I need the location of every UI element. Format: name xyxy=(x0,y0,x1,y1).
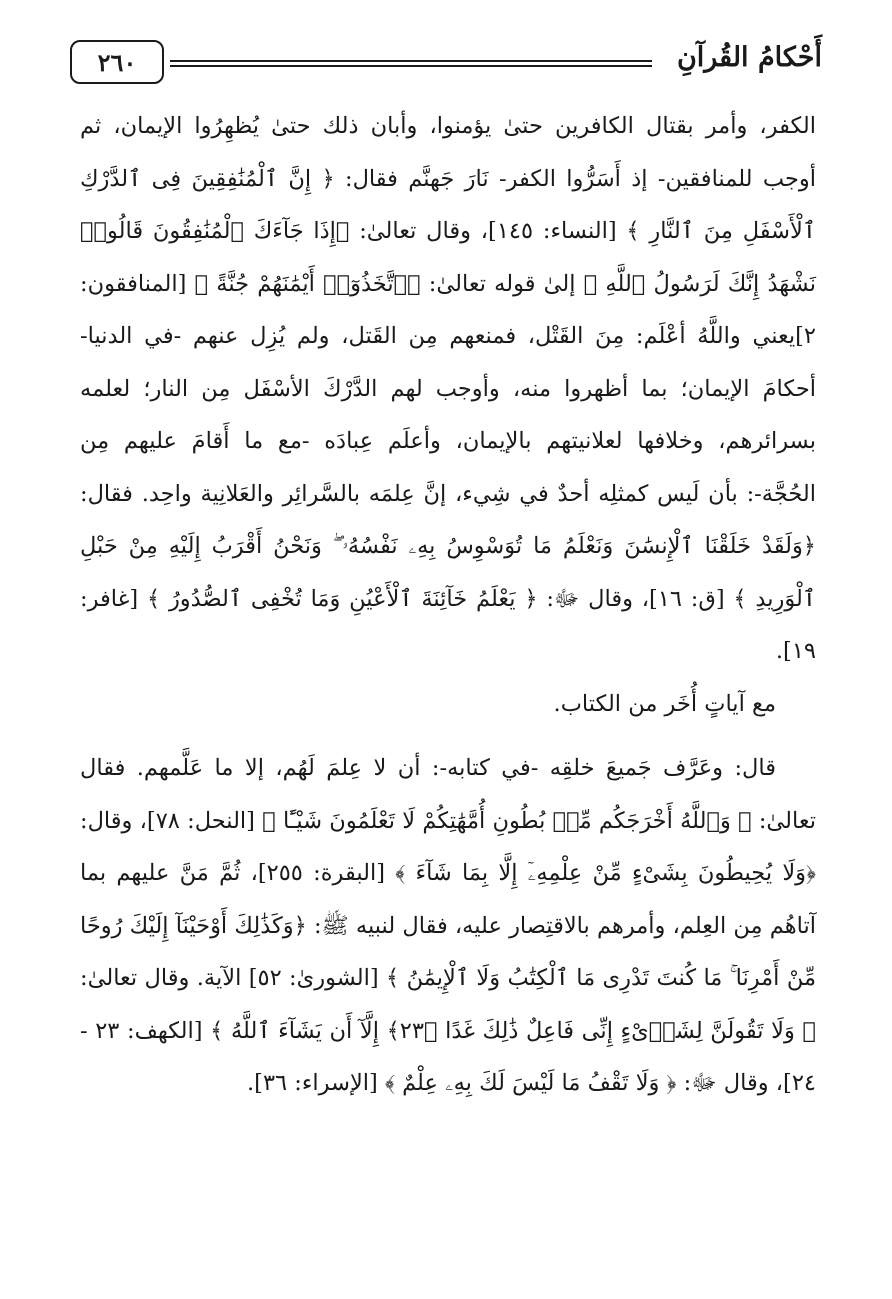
page-number-box xyxy=(70,40,164,84)
paragraph: مع آياتٍ أُخَر من الكتاب. xyxy=(553,690,776,717)
header-rule xyxy=(170,60,652,67)
page-number: ٢٦٠ xyxy=(97,47,137,77)
book-title: أَحْكامُ القُرآنِ xyxy=(676,42,822,73)
page-header xyxy=(70,38,822,90)
page-body xyxy=(80,100,816,1110)
paragraph: قال: وعَرَّف جَميعَ خلقِه -في كتابه-: أن لا عِلمَ لَهُم، إلا ما عَلَّمهم. فقال تعالىٰ: ﴿ وَٱللَّهُ أَخْرَجَكُم مِّنۢ بُطُونِ أُمَّهَٰتِكُمْ لَا تَعْلَمُونَ شَيْـًٔا ﴾ [النحل: ٧٨]، وقال: ﴿وَلَا يُحِيطُونَ بِشَىْءٍ مِّنْ عِلْمِهِۦٓ إِلَّا بِمَا شَآءَ ﴾ [البقرة: ٢٥٥]، ثُمَّ مَنَّ عليهم بما آتاهُم مِن العِلم، وأمرهم بالاقتِصار عليه، فقال لنبيه ﷺ: ﴿وَكَذَٰلِكَ أَوْحَيْنَآ إِلَيْكَ رُوحًا مِّنْ أَمْرِنَا ۚ مَا كُنتَ تَدْرِى مَا ٱلْكِتَٰبُ وَلَا ٱلْإِيمَٰنُ ﴾ [الشورىٰ: ٥٢] الآية. وقال تعالىٰ: ﴿ وَلَا تَقُولَنَّ لِشَا۟ىْءٍ إِنِّى فَاعِلٌ ذَٰلِكَ غَدًا ﴿٢٣﴾ إِلَّآ أَن يَشَآءَ ٱللَّهُ ﴾ [الكهف: ٢٣ - ٢٤]، وقال ﷻ: ﴿ وَلَا تَقْفُ مَا لَيْسَ لَكَ بِهِۦ عِلْمٌ ﴾ [الإسراء: ٣٦]. xyxy=(80,755,817,1096)
paragraph: الكفر، وأمر بقتال الكافرين حتىٰ يؤمنوا، وأبان ذلك حتىٰ يُظهِرُوا الإيمان، ثم أوجب للمنافقين- إذ أَسَرُّوا الكفر- نَارَ جَهنَّم فقال: ﴿ إِنَّ ٱلْمُنَٰفِقِينَ فِى ٱلدَّرْكِ ٱلْأَسْفَلِ مِنَ ٱلنَّارِ ﴾ [النساء: ١٤٥]، وقال تعالىٰ: ﴿إِذَا جَآءَكَ ٱلْمُنَٰفِقُونَ قَالُوا۟ نَشْهَدُ إِنَّكَ لَرَسُولُ ٱللَّهِ ﴾ إلىٰ قوله تعالىٰ: ﴿ٱتَّخَذُوٓا۟ أَيْمَٰنَهُمْ جُنَّةً ﴾ [المنافقون: ٢]يعني واللَّهُ أعْلَم: مِنَ القَتْل، فمنعهم مِن القَتل، ولم يُزِل عنهم -في الدنيا- أحكامَ الإيمان؛ بما أظهروا منه، وأوجب لهم الدَّرْكَ الأسْفَل مِن النار؛ لعلمه بسرائرهم، وخلافها لعلانيتهم بالإيمان، وأعلَم عِبادَه -مع ما أَقامَ عليهم مِن الحُجَّة-: بأن لَيس كمثلِه أحدٌ في شِيء، إنَّ عِلمَه بالسَّرائِر والعَلانِية واحِد. فقال: ﴿وَلَقَدْ خَلَقْنَا ٱلْإِنسَٰنَ وَنَعْلَمُ مَا تُوَسْوِسُ بِهِۦ نَفْسُهُۥ ۖ وَنَحْنُ أَقْرَبُ إِلَيْهِ مِنْ حَبْلِ ٱلْوَرِيدِ ﴾ [ق: ١٦]، وقال ﷻ: ﴿ يَعْلَمُ خَآئِنَةَ ٱلْأَعْيُنِ وَمَا تُخْفِى ٱلصُّدُورُ ﴾ [غافر: ١٩]. xyxy=(80,113,816,664)
